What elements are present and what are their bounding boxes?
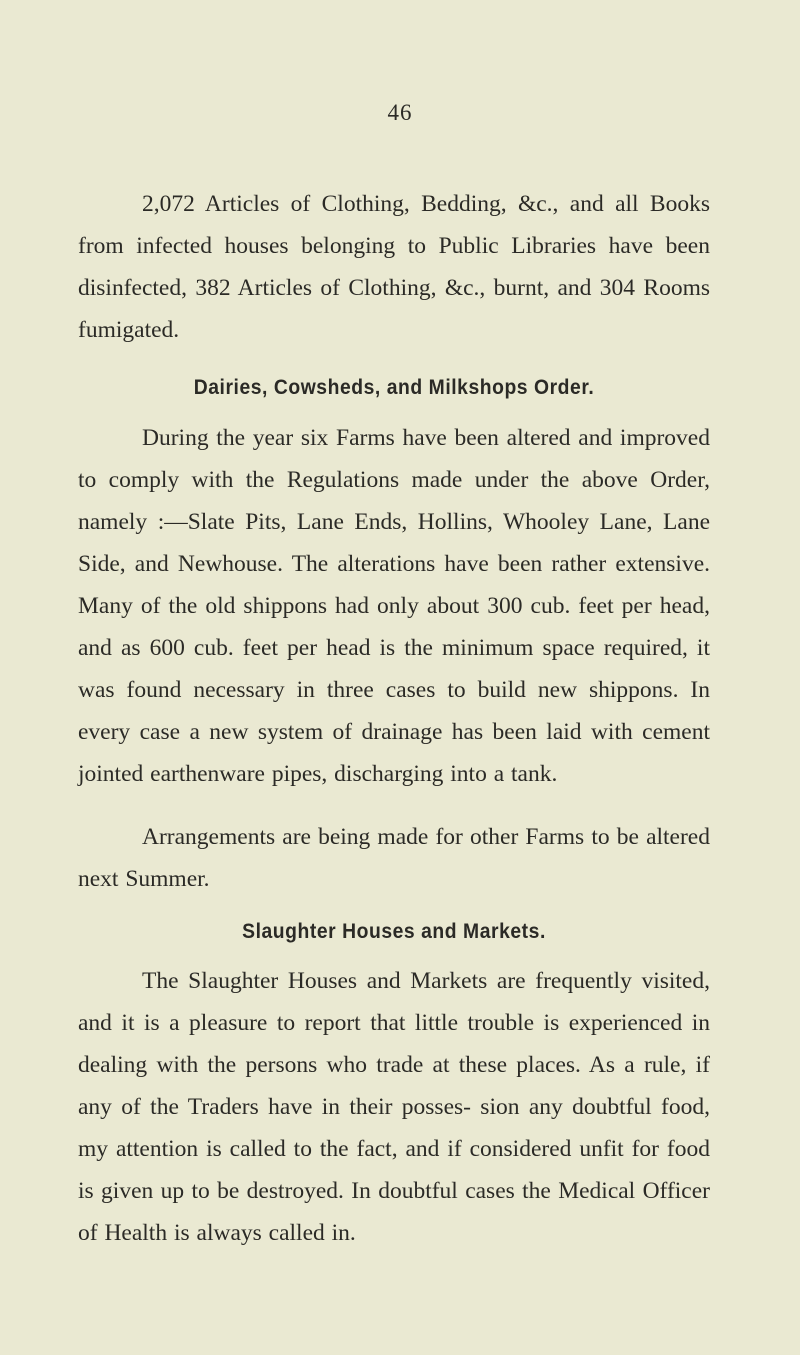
dairies-paragraph-2: Arrangements are being made for other Farms to be altered next Summer.: [78, 824, 710, 892]
dairies-paragraph-1: During the year six Farms have been altered and improved to comply with the Regulations made under the above Order, namely :—Slate Pits, Lane Ends, Hollins, Whooley Lane, Lane Side, and Newhouse. The alterations have been rather extensive. Many of the old shippons had only about 300 cub. feet per head, and as 600 cub. feet per head is the minimum space required, it was found necessary in three cases to build new shippons. In every case a new system of drainage has been laid with cement jointed earthenware pipes, discharging into a tank.: [78, 425, 710, 787]
document-body: [78, 183, 710, 1254]
slaughter-houses-paragraph: The Slaughter Houses and Markets are frequently visited, and it is a pleasure to report that little trouble is experienced in dealing with the persons who trade at these places. As a rule, if any of the Traders have in their posses- sion any doubtful food, my attention is called to the fact, and if considered unfit for food is given up to be destroyed. In doubtful cases the Medical Officer of Health is always called in.: [78, 968, 710, 1246]
intro-paragraph: 2,072 Articles of Clothing, Bedding, &c., and all Books from infected houses belonging to Public Libraries have been disinfected, 382 Articles of Clothing, &c., burnt, and 304 Rooms fumigated.: [78, 191, 710, 343]
page-number: 46: [387, 100, 413, 125]
section-heading-slaughter-houses: Slaughter Houses and Markets.: [242, 920, 546, 943]
section-heading-dairies: Dairies, Cowsheds, and Milkshops Order.: [193, 376, 595, 399]
